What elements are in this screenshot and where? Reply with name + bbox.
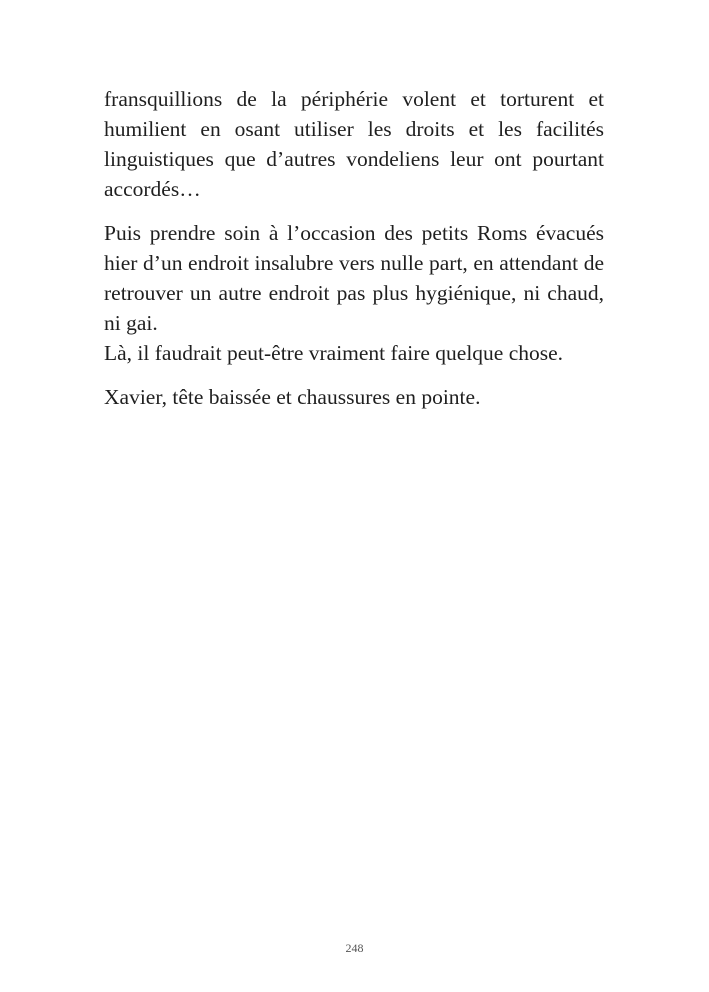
paragraph-2: Puis prendre soin à l’occasion des petits Roms évacués hier d’un endroit insalubre vers nulle part, en attendant de retrouver un autre endroit pas plus hygiénique, ni chaud, ni gai. [104,221,604,335]
paragraph-3: Là, il faudrait peut-être vraiment faire quelque chose. [104,341,564,365]
signature-line: Xavier, tête baissée et chaussures en pointe. [104,385,481,409]
page-number: 248 [345,941,364,955]
body-text [104,84,604,412]
paragraph-1: fransquillions de la périphérie volent et torturent et humilient en osant utiliser les droits et les facilités linguistiques que d’autres vondeliens leur ont pourtant accordés… [104,87,604,201]
